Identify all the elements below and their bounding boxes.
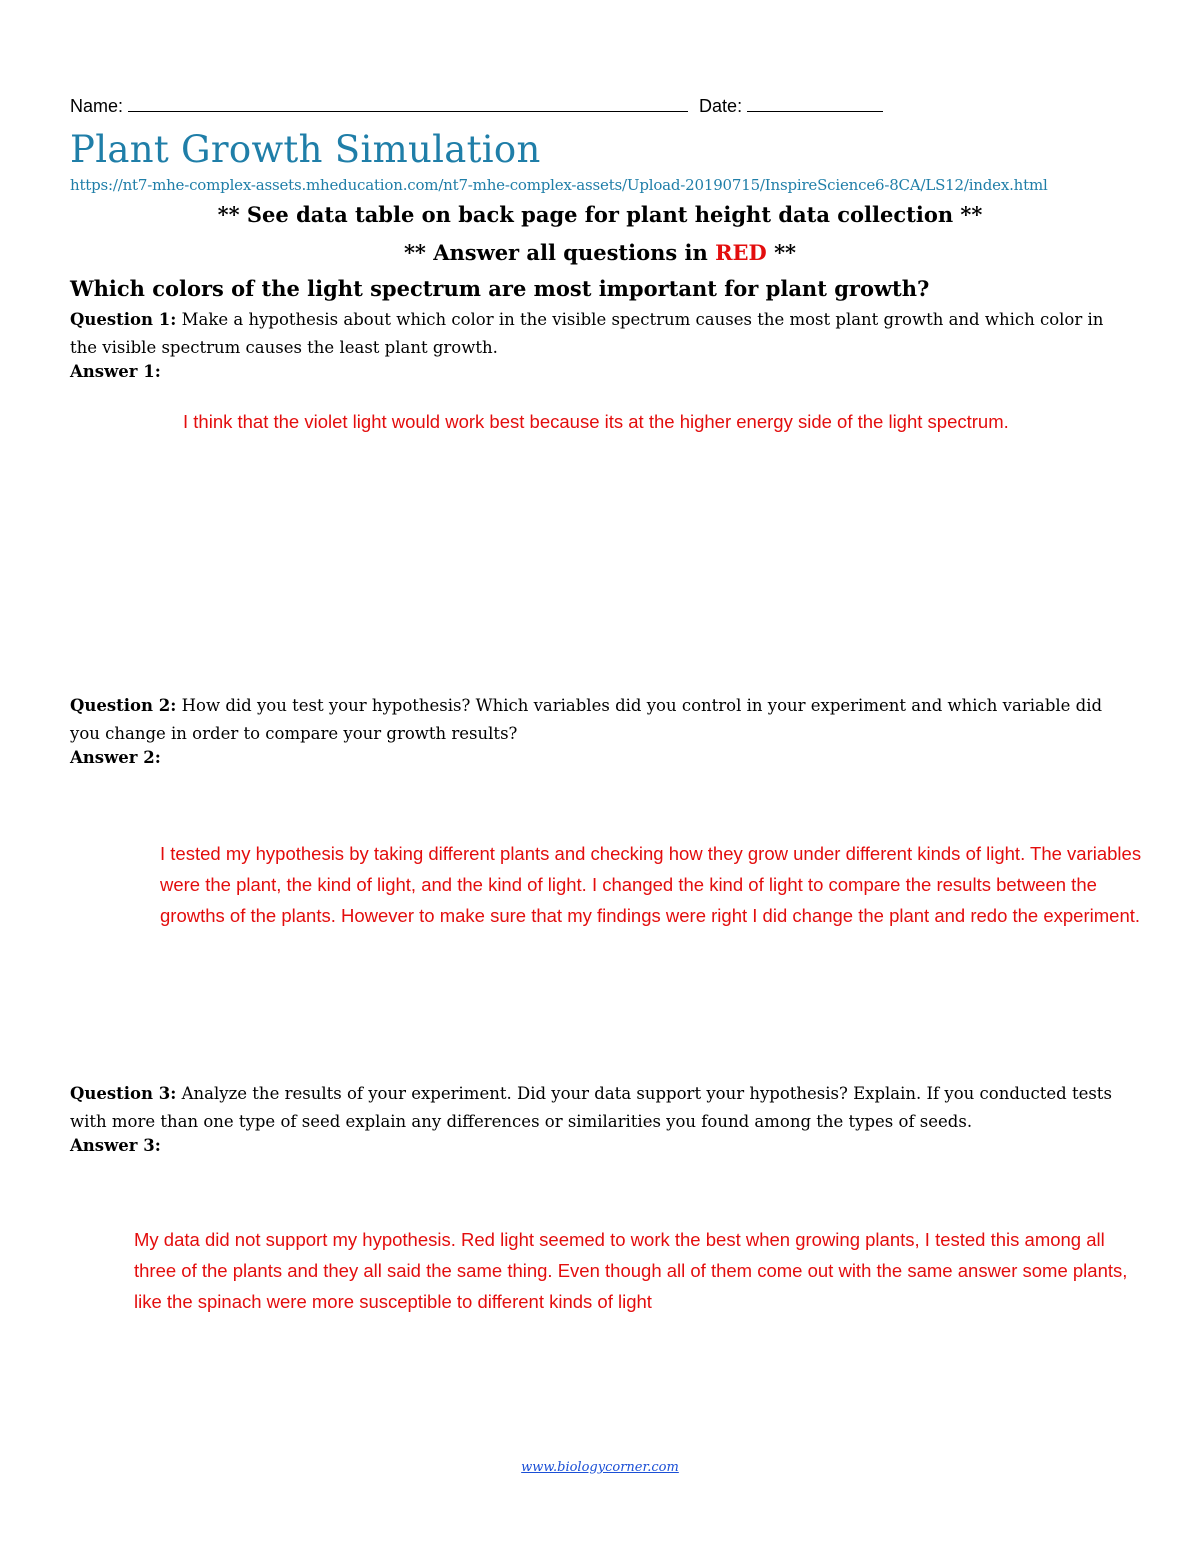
notice-prefix: ** Answer all questions in [403, 240, 708, 265]
question-3 [70, 1080, 1130, 1136]
question-2 [70, 692, 1130, 748]
answer-in-red-notice [0, 240, 1200, 265]
answer-3-text[interactable]: My data did not support my hypothesis. Red light seemed to work the best when growing plants, I tested this among all three of the plants and they all said the same thing. Even though all of them come out with the same answer some plants, like the spinach were more susceptible to different kinds of light [134, 1229, 1128, 1312]
notice-suffix: ** [774, 240, 797, 265]
date-label: Date: [699, 96, 743, 116]
question-1-text: Make a hypothesis about which color in the visible spectrum causes the most plant growth and which color in the visible spectrum causes the least plant growth. [70, 310, 1104, 357]
footer [0, 1460, 1200, 1475]
answer-2-label: Answer 2: [70, 748, 161, 767]
data-table-notice: ** See data table on back page for plant height data collection ** [217, 202, 983, 227]
question-3-text: Analyze the results of your experiment. Did your data support your hypothesis? Explain. If you conducted tests with more than one type of seed explain any differences or similarities you found among the types of seeds. [70, 1084, 1112, 1131]
page-title: Plant Growth Simulation [70, 128, 541, 171]
question-2-label: Question 2: [70, 696, 177, 715]
name-date-row [70, 96, 883, 117]
question-1-label: Question 1: [70, 310, 177, 329]
answer-2-text[interactable]: I tested my hypothesis by taking different plants and checking how they grow under different kinds of light. The variables were the plant, the kind of light, and the kind of light. I changed the kind of light to compare the results between the growths of the plants. However to make sure that my findings were right I did change the plant and redo the experiment. [160, 843, 1142, 926]
answer-1-label: Answer 1: [70, 362, 161, 381]
question-2-text: How did you test your hypothesis? Which variables did you control in your experiment and which variable did you change in order to compare your growth results? [70, 696, 1103, 743]
question-3-label: Question 3: [70, 1084, 177, 1103]
question-1 [70, 306, 1130, 362]
answer-1-text[interactable]: I think that the violet light would work best because its at the higher energy side of the light spectrum. [183, 411, 1009, 432]
name-field[interactable] [128, 97, 688, 112]
date-field[interactable] [747, 97, 883, 112]
answer-3-label: Answer 3: [70, 1136, 161, 1155]
main-question-heading: Which colors of the light spectrum are most important for plant growth? [70, 276, 930, 301]
simulation-url[interactable]: https://nt7-mhe-complex-assets.mheducation.com/nt7-mhe-complex-assets/Upload-20190715/InspireScience6-8CA/LS12/index.html [70, 176, 1048, 194]
name-label: Name: [70, 96, 124, 116]
footer-link[interactable]: www.biologycorner.com [521, 1460, 679, 1475]
notice-red-word: RED [715, 240, 767, 265]
